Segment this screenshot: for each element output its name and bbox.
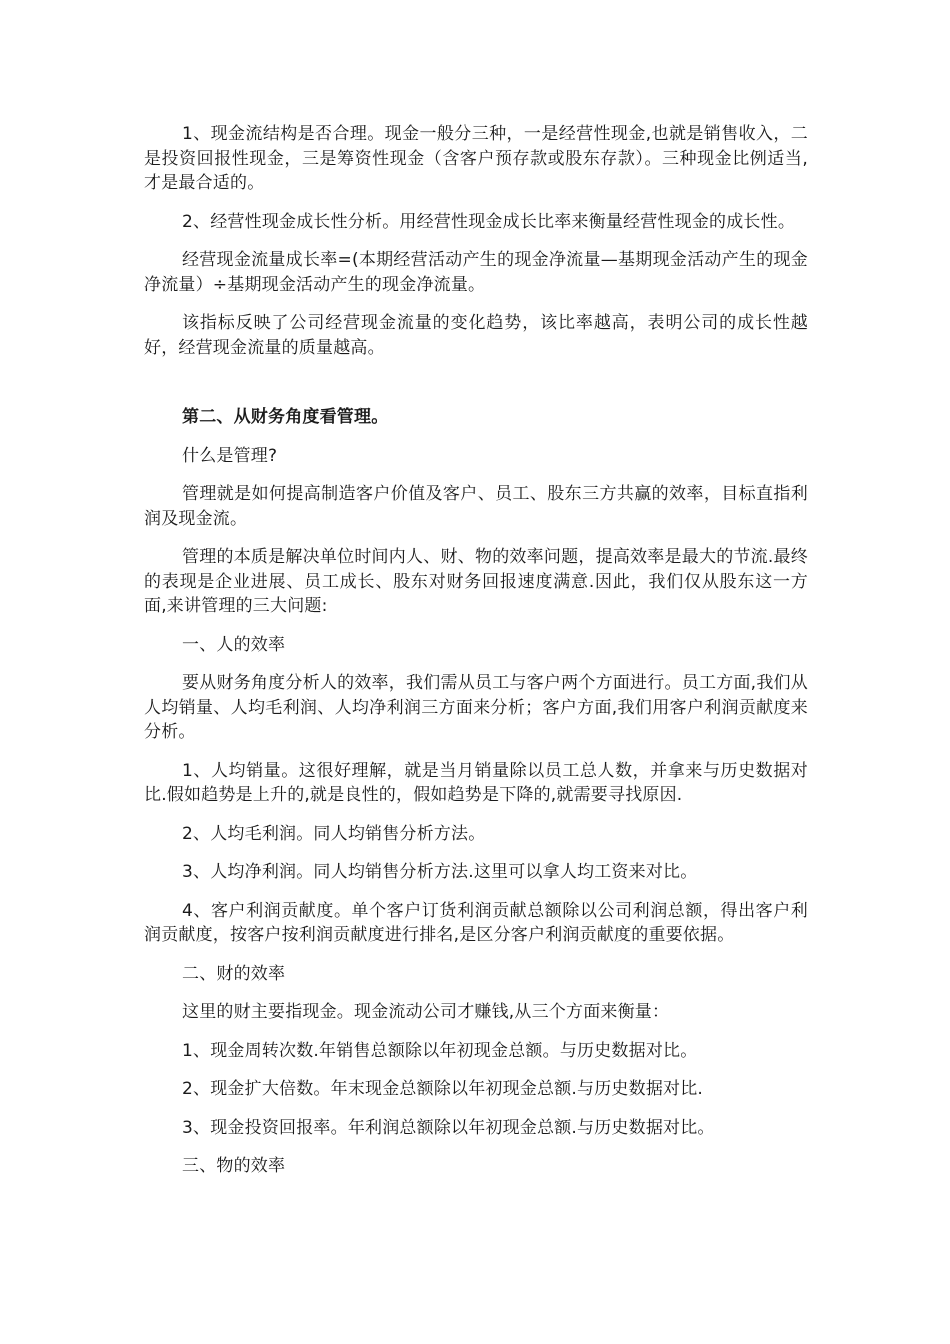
paragraph-management-essence: 管理的本质是解决单位时间内人、财、物的效率问题，提高效率是最大的节流.最终的表现是企业进展、员工成长、股东对财务回报速度满意.因此，我们仅从股东这一方面,来讲管理的三大问题: xyxy=(144,547,808,616)
paragraph-cash-expansion: 2、现金扩大倍数。年末现金总额除以年初现金总额.与历史数据对比. xyxy=(182,1079,704,1099)
paragraph-indicator-meaning: 该指标反映了公司经营现金流量的变化趋势，该比率越高，表明公司的成长性越好，经营现金流量的质量越高。 xyxy=(144,313,808,358)
paragraph-growth-rate-formula: 经营现金流量成长率=(本期经营活动产生的现金净流量—基期现金活动产生的现金净流量）÷基期现金活动产生的现金净流量。 xyxy=(144,250,808,295)
subheading-people-efficiency: 一、人的效率 xyxy=(182,634,286,655)
subheading-money-efficiency: 二、财的效率 xyxy=(182,963,286,984)
paragraph-cash-roi: 3、现金投资回报率。年利润总额除以年初现金总额.与历史数据对比。 xyxy=(182,1117,715,1138)
subheading-material-efficiency: 三、物的效率 xyxy=(182,1156,286,1176)
paragraph-money-efficiency-intro: 这里的财主要指现金。现金流动公司才赚钱,从三个方面来衡量： xyxy=(182,1002,670,1022)
paragraph-what-is-management: 什么是管理? xyxy=(182,445,278,466)
paragraph-net-profit-per-capita: 3、人均净利润。同人均销售分析方法.这里可以拿人均工资来对比。 xyxy=(182,862,698,882)
paragraph-sales-per-capita: 1、人均销量。这很好理解，就是当月销量除以员工总人数，并拿来与历史数据对比.假如趋势是上升的,就是良性的，假如趋势是下降的,就需要寻找原因. xyxy=(144,760,808,805)
paragraph-gross-profit-per-capita: 2、人均毛利润。同人均销售分析方法。 xyxy=(182,823,486,844)
paragraph-operating-cash-growth: 2、经营性现金成长性分析。用经营性现金成长比率来衡量经营性现金的成长性。 xyxy=(182,211,796,232)
paragraph-management-definition: 管理就是如何提高制造客户价值及客户、员工、股东三方共赢的效率，目标直指利润及现金流。 xyxy=(144,484,808,529)
paragraph-people-efficiency-intro: 要从财务角度分析人的效率，我们需从员工与客户两个方面进行。员工方面,我们从人均销量、人均毛利润、人均净利润三方面来分析；客户方面,我们用客户利润贡献度来分析。 xyxy=(144,673,808,742)
document-body xyxy=(144,122,808,1193)
paragraph-cash-flow-structure: 1、现金流结构是否合理。现金一般分三种，一是经营性现金,也就是销售收入，二是投资回报性现金，三是筹资性现金（含客户预存款或股东存款）。三种现金比例适当,才是最合适的。 xyxy=(144,124,808,193)
section-heading-management: 第二、从财务角度看管理。 xyxy=(182,407,389,427)
paragraph-customer-profit-contribution: 4、客户利润贡献度。单个客户订货利润贡献总额除以公司利润总额，得出客户利润贡献度，按客户按利润贡献度进行排名,是区分客户利润贡献度的重要依据。 xyxy=(144,900,808,945)
paragraph-cash-turnover: 1、现金周转次数.年销售总额除以年初现金总额。与历史数据对比。 xyxy=(182,1040,698,1061)
